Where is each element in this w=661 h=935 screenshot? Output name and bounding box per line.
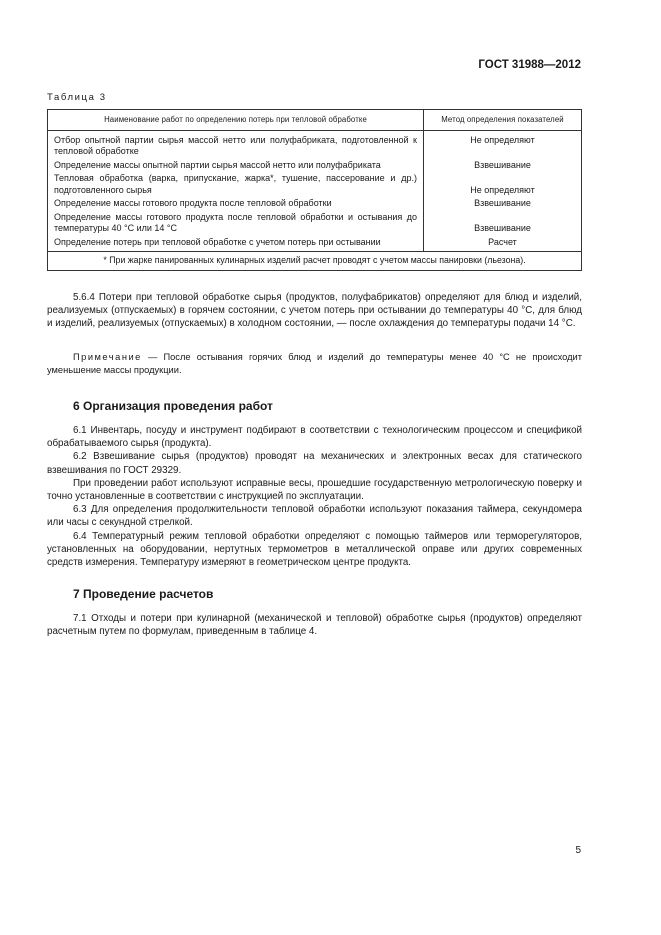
- table-row: [48, 236, 582, 252]
- table-cell-work: Отбор опытной партии сырья массой нетто или полуфабриката, подготовленной к тепловой обработке: [48, 130, 424, 159]
- table-cell-work: Определение массы опытной партии сырья массой нетто или полуфабриката: [48, 159, 424, 173]
- table-cell-work: Определение массы готового продукта после тепловой обработки: [48, 197, 424, 211]
- table-row: [48, 159, 582, 173]
- table-cell-method: Не определяют: [424, 172, 582, 197]
- table-cell-work: Тепловая обработка (варка, припускание, жарка*, тушение, пассерование и др.) подготовленного сырья: [48, 172, 424, 197]
- paragraph-6-3: 6.3 Для определения продолжительности тепловой обработки используют показания таймера, секундомера или часы с секундной стрелкой.: [47, 504, 582, 529]
- table-row: [48, 130, 582, 159]
- paragraph-6-2: 6.2 Взвешивание сырья (продуктов) проводят на механических и электронных весах для статического взвешивания по ГОСТ 29329.: [47, 451, 582, 476]
- note: [47, 351, 582, 376]
- note-label: Примечание: [73, 352, 142, 362]
- table-footnote-row: [48, 252, 582, 271]
- paragraph-5-6-4: [47, 291, 582, 331]
- section-7-title: 7 Проведение расчетов: [73, 587, 214, 601]
- table-row: [48, 197, 582, 211]
- paragraph-6-1: 6.1 Инвентарь, посуду и инструмент подбирают в соответствии с технологическим процессом и спецификой обрабатываемого сырья (продукта).: [47, 425, 582, 450]
- table-cell-method: Взвешивание: [424, 159, 582, 173]
- table-3: [47, 109, 582, 271]
- table-cell-work: Определение массы готового продукта после тепловой обработки и остывания до температуры 40 °С или 14 °С: [48, 211, 424, 236]
- table-cell-method: Взвешивание: [424, 197, 582, 211]
- table-cell-method: Не определяют: [424, 130, 582, 159]
- standard-number: ГОСТ 31988—2012: [478, 59, 581, 71]
- table-row: [48, 211, 582, 236]
- table-cell-work: Определение потерь при тепловой обработке с учетом потерь при остывании: [48, 236, 424, 252]
- table-footnote: * При жарке панированных кулинарных изделий расчет проводят с учетом массы панировки (льезона).: [48, 252, 582, 271]
- section-7-body: [47, 612, 582, 638]
- paragraph-6-4: 6.4 Температурный режим тепловой обработки определяют с помощью таймеров или терморегуляторов, установленных на оборудовании, нертутных термометров в металлической оправе или других современных средств измерения. Температуру измеряют в геометрическом центре продукта.: [47, 530, 582, 569]
- section-6-title: 6 Организация проведения работ: [73, 399, 273, 413]
- table-row: [48, 172, 582, 197]
- column-header-method: Метод определения показателей: [424, 110, 582, 131]
- page-number: 5: [575, 845, 581, 856]
- note-body: — После остывания горячих блюд и изделий до температуры менее 40 °С не происходит уменьшение массы продукции.: [47, 352, 582, 375]
- table-cell-method: Расчет: [424, 236, 582, 252]
- table-caption: Таблица 3: [47, 92, 107, 103]
- paragraph-text: 5.6.4 Потери при тепловой обработке сырья (продуктов, полуфабрикатов) определяют для блюд и изделий, реализуемых (отпускаемых) в горячем состоянии, с учетом потерь при остывании до температуры 40 °С, для блюд и изделий, реализуемых (отпускаемых) в холодном состоянии, — после охлаждения до температуры подачи 14 °С.: [47, 292, 582, 330]
- section-6-body: [47, 424, 582, 569]
- paragraph-6-2-cont: При проведении работ используют исправные весы, прошедшие государственную метрологическую поверку и точно установленные в соответствии с инструкцией по эксплуатации.: [47, 477, 582, 503]
- column-header-work: Наименование работ по определению потерь при тепловой обработке: [48, 110, 424, 131]
- table-cell-method: Взвешивание: [424, 211, 582, 236]
- note-text: [47, 351, 582, 376]
- paragraph-7-1: 7.1 Отходы и потери при кулинарной (механической и тепловой) обработке сырья (продуктов) определяют расчетным путем по формулам, приведенным в таблице 4.: [47, 613, 582, 638]
